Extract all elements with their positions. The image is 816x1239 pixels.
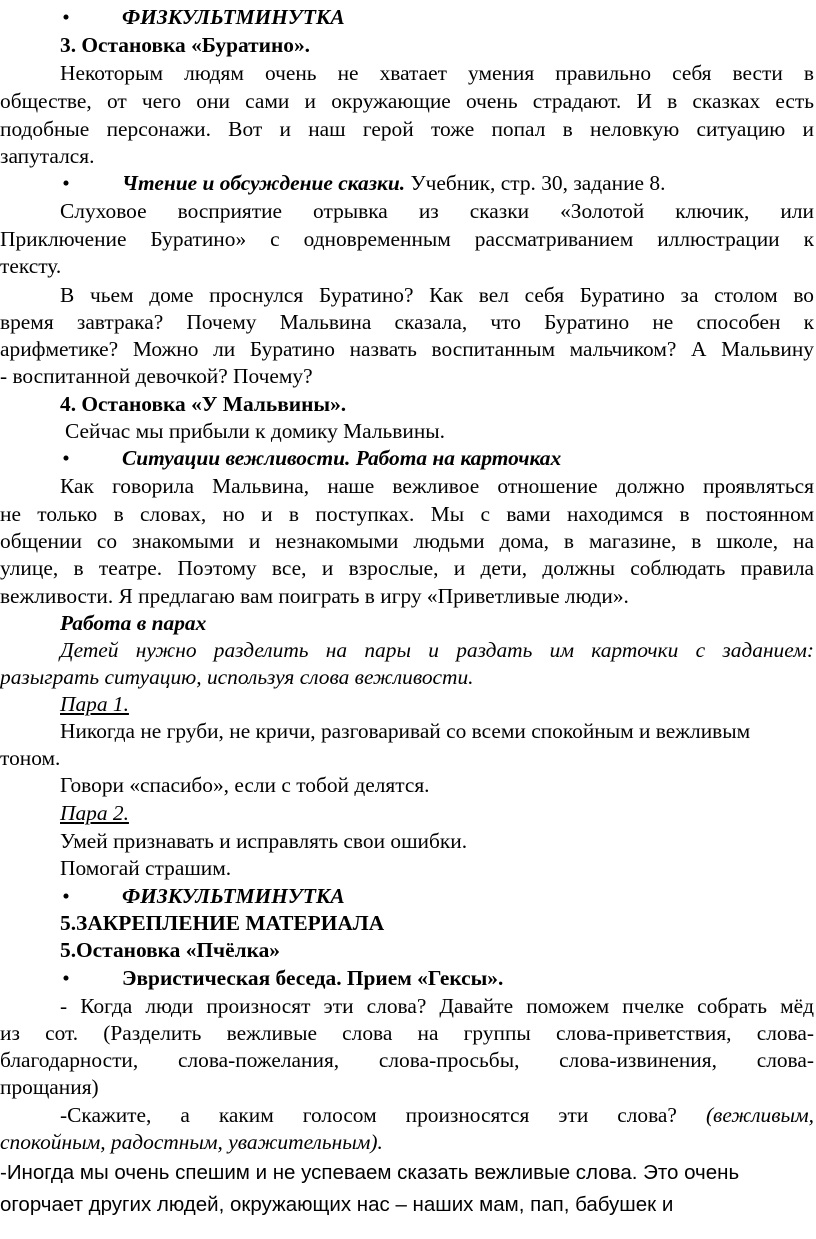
pair-label: Пара 1.: [60, 692, 129, 716]
paragraph-line: Как говорила Мальвина, наше вежливое отношение должно проявляться: [60, 474, 814, 498]
subsection-title: Работа в парах: [60, 611, 207, 635]
paragraph-line: [60, 1102, 814, 1128]
paragraph-line: - Когда люди произносят эти слова? Давайте поможем пчелке собрать мёд: [60, 994, 814, 1018]
bullet-icon: •: [62, 171, 70, 195]
card-line: Помогай страшим.: [60, 856, 232, 880]
paragraph-line: - воспитанной девочкой? Почему?: [0, 364, 313, 388]
paragraph-line: Некоторым людям очень не хватает умения правильно себя вести в: [60, 61, 814, 85]
bullet-text: Ситуации вежливости. Работа на карточках: [122, 446, 562, 470]
section-heading: 3. Остановка «Буратино».: [60, 33, 311, 57]
paragraph-line: -Иногда мы очень спешим и не успеваем сказать вежливые слова. Это очень: [0, 1161, 740, 1184]
bullet-icon: •: [62, 884, 70, 908]
card-line: Умей признавать и исправлять свои ошибки.: [60, 829, 468, 853]
bullet-text: Учебник, стр. 30, задание 8.: [405, 171, 666, 195]
section-heading: 5.ЗАКРЕПЛЕНИЕ МАТЕРИАЛА: [60, 911, 385, 935]
paragraph-line: обществе, от чего они сами и окружающие очень страдают. И в сказках есть: [0, 89, 814, 113]
paragraph-line: вежливости. Я предлагаю вам поиграть в игру «Приветливые люди».: [0, 584, 629, 608]
paragraph-line: прощания): [0, 1075, 99, 1099]
paragraph-line: В чьем доме проснулся Буратино? Как вел себя Буратино за столом во: [60, 283, 814, 307]
paragraph-line: благодарности, слова-пожелания, слова-просьбы, слова-извинения, слова-: [0, 1048, 814, 1072]
paragraph-line: запутался.: [0, 144, 95, 168]
section-heading: 4. Остановка «У Мальвины».: [60, 392, 347, 416]
paragraph-line: огорчает других людей, окружающих нас – наших мам, пап, бабушек и: [0, 1193, 674, 1216]
paragraph-line: улице, в театре. Поэтому все, и взрослые, и дети, должны соблюдать правила: [0, 556, 814, 580]
paragraph-line: Слуховое восприятие отрывка из сказки «Золотой ключик, или: [60, 199, 814, 223]
paragraph-line: время завтрака? Почему Мальвина сказала, что Буратино не способен к: [0, 310, 814, 334]
card-line: Говори «спасибо», если с тобой делятся.: [60, 773, 430, 797]
paragraph-line: подобные персонажи. Вот и наш герой тоже попал в неловкую ситуацию и: [0, 117, 814, 141]
paragraph-line: Приключение Буратино» с одновременным рассматриванием иллюстрации к: [0, 227, 814, 251]
paragraph-line: из сот. (Разделить вежливые слова на группы слова-приветствия, слова-: [0, 1021, 814, 1045]
bullet-icon: •: [62, 446, 70, 470]
paragraph-line: не только в словах, но и в поступках. Мы с вами находимся в постоянном: [0, 502, 814, 526]
instruction-line: Детей нужно разделить на пары и раздать им карточки с заданием:: [60, 638, 814, 662]
answer-hint: спокойным, радостным, уважительным).: [0, 1130, 383, 1154]
instruction-line: разыграть ситуацию, используя слова вежливости.: [0, 665, 474, 689]
card-line: тоном.: [0, 746, 61, 770]
section-heading: 5.Остановка «Пчёлка»: [60, 938, 281, 962]
paragraph-line: Сейчас мы прибыли к домику Мальвины.: [65, 419, 446, 443]
bullet-icon: •: [62, 966, 70, 990]
paragraph-line: тексту.: [0, 254, 62, 278]
question-text: -Скажите, а каким голосом произносятся эти слова?: [60, 1103, 677, 1127]
pair-label: Пара 2.: [60, 801, 129, 825]
bullet-title: Чтение и обсуждение сказки.: [122, 171, 406, 195]
bullet-text: Эвристическая беседа. Прием «Гексы».: [122, 966, 504, 990]
bullet-text: ФИЗКУЛЬТМИНУТКА: [122, 884, 345, 908]
bullet-text: ФИЗКУЛЬТМИНУТКА: [122, 5, 345, 29]
answer-hint: (вежливым,: [705, 1103, 814, 1127]
paragraph-line: арифметике? Можно ли Буратино назвать воспитанным мальчиком? А Мальвину: [0, 337, 814, 361]
card-line: Никогда не груби, не кричи, разговаривай со всеми спокойным и вежливым: [60, 719, 751, 743]
bullet-icon: •: [62, 5, 70, 29]
paragraph-line: общении со знакомыми и незнакомыми людьми дома, в магазине, в школе, на: [0, 529, 814, 553]
